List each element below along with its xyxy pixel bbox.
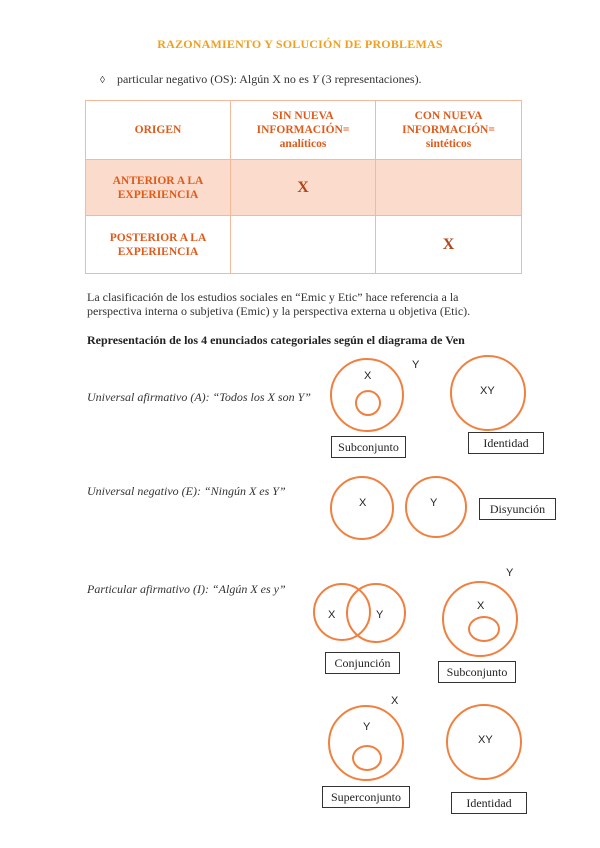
venn-label: Y — [506, 567, 514, 579]
table-cell: X — [231, 160, 376, 216]
venn-circle-y-inner — [352, 745, 382, 771]
statement-universal-afirmativo: Universal afirmativo (A): “Todos los X son Y” — [87, 390, 311, 404]
bullet-text-italic: Y — [311, 72, 319, 86]
row-label: POSTERIOR A LA EXPERIENCIA — [86, 216, 231, 274]
caption-subconjunto: Subconjunto — [438, 661, 516, 683]
table-cell — [231, 216, 376, 274]
venn-label: X — [359, 497, 367, 509]
table-cell — [376, 160, 522, 216]
caption-subconjunto: Subconjunto — [331, 436, 406, 458]
venn-label: X — [391, 695, 399, 707]
table-row — [86, 216, 522, 274]
caption-identidad: Identidad — [468, 432, 544, 454]
caption-identidad: Identidad — [451, 792, 527, 814]
statement-particular-afirmativo: Particular afirmativo (I): “Algún X es y” — [87, 582, 286, 596]
classification-table — [85, 100, 522, 274]
bullet-line — [100, 72, 422, 87]
venn-label: Y — [363, 721, 371, 733]
page-title: RAZONAMIENTO Y SOLUCIÓN DE PROBLEMAS — [157, 37, 443, 51]
statement-universal-negativo: Universal negativo (E): “Ningún X es Y” — [87, 484, 286, 498]
venn-circle-x-inner — [468, 616, 500, 642]
diamond-bullet-icon: ◊ — [100, 75, 105, 86]
header-cell-origen: ORIGEN — [86, 101, 231, 160]
venn-label: X — [477, 600, 485, 612]
caption-disyuncion: Disyunción — [479, 498, 556, 520]
header-cell-analiticos: SIN NUEVA INFORMACIÓN= analíticos — [231, 101, 376, 160]
venn-label: X — [328, 609, 336, 621]
bullet-text: particular negativo (OS): Algún X no es — [116, 72, 312, 86]
row-label: ANTERIOR A LA EXPERIENCIA — [86, 160, 231, 216]
venn-circle-x-inner — [355, 390, 381, 416]
venn-label: XY — [478, 734, 493, 746]
table-header-row — [86, 101, 522, 160]
venn-label: Y — [430, 497, 438, 509]
bullet-text-end: (3 representaciones). — [318, 72, 422, 86]
venn-label: Y — [376, 609, 384, 621]
venn-label: XY — [480, 385, 495, 397]
emic-etic-paragraph: La clasificación de los estudios sociales en “Emic y Etic” hace referencia a la perspectiva interna o subjetiva (Emic) y la perspectiva externa u objetiva (Etic). — [87, 290, 471, 318]
header-cell-sinteticos: CON NUEVA INFORMACIÓN= sintéticos — [376, 101, 522, 160]
venn-label: X — [364, 370, 372, 382]
venn-label: Y — [412, 359, 420, 371]
table-row — [86, 160, 522, 216]
table-cell: X — [376, 216, 522, 274]
section-heading: Representación de los 4 enunciados categoriales según el diagrama de Ven — [87, 333, 465, 347]
caption-conjuncion: Conjunción — [325, 652, 400, 674]
caption-superconjunto: Superconjunto — [322, 786, 410, 808]
